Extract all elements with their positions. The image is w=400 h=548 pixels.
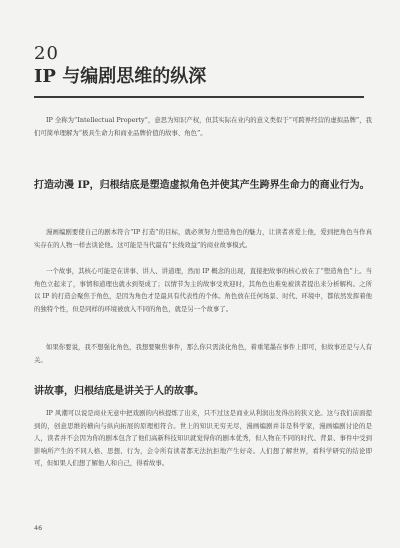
page-number: 46 — [34, 524, 43, 532]
chapter-title: IP 与编剧思维的纵深 — [34, 66, 207, 87]
body-paragraph-1: 漫画编剧要使自己的剧本符合“IP 打造”的目标，就必须努力塑造角色的魅力，让读者喜爱上他，爱到把角色当作真实存在的人物一样去谈论他。这可能是当代最有“长线效益”的商业故事模式。 — [34, 228, 372, 249]
body-paragraph-3: 如果你要说，我不想强化角色，我想要聚焦事件，那么你只需淡化角色，着重笔墨在事件上即可，但故事还是与人有关。 — [34, 343, 372, 364]
section-heading-2: 讲故事，归根结底是讲关于人的故事。 — [34, 386, 204, 397]
title-rule — [34, 96, 364, 98]
body-paragraph-2: 一个故事，其核心可能是在讲事、讲人、讲道理，然而 IP 概念的出现，直接把故事的核心放在了“塑造角色”上。当角色立起来了，事情和道理也就水到渠成了；以情节为主的故事受欢迎时，其角色也难免被读者提出来分析解构。之所以 IP 的打造会聚焦于角色，是因为角色才是最具有代表性的个体。角色放在任何场景、时代、环境中，都依然发挥着他的独特个性，但是同样的环境被放入不同的角色，就是另一个故事了。 — [34, 267, 372, 313]
intro-paragraph: IP 全称为“Intellectual Property”，意思为知识产权，但其实际在业内的意义类似于“可跨界经营的虚拟品牌”，我们可简单理解为“极具生命力和商业品牌价值的故事、角色”。 — [34, 116, 372, 137]
section-heading-1: 打造动漫 IP，归根结底是塑造虚拟角色并使其产生跨界生命力的商业行为。 — [34, 180, 370, 191]
chapter-number: 20 — [34, 43, 59, 64]
body-paragraph-4: IP 风潮可以说是商业无意中把戏剧的内核提炼了出来，只不过这是商业从利润出发得出的狭义论。这与我们前面提到的，创意思维的横向与纵向拓展的原理相符合。世上的知识无穷无尽，漫画编剧并非是科学家，漫画编剧讨论的是人，读者并不会因为你的剧本包含了他们高新科技知识就觉得你的剧本优秀，但人物在不同的时代、背景、事件中受到影响所产生的不同人格、思想、行为，会令所有读者都无法抗拒地产生好奇。人们想了解世界，看科学研究的结论即可，但如果人们想了解他人和自己，得看故事。 — [34, 409, 372, 468]
